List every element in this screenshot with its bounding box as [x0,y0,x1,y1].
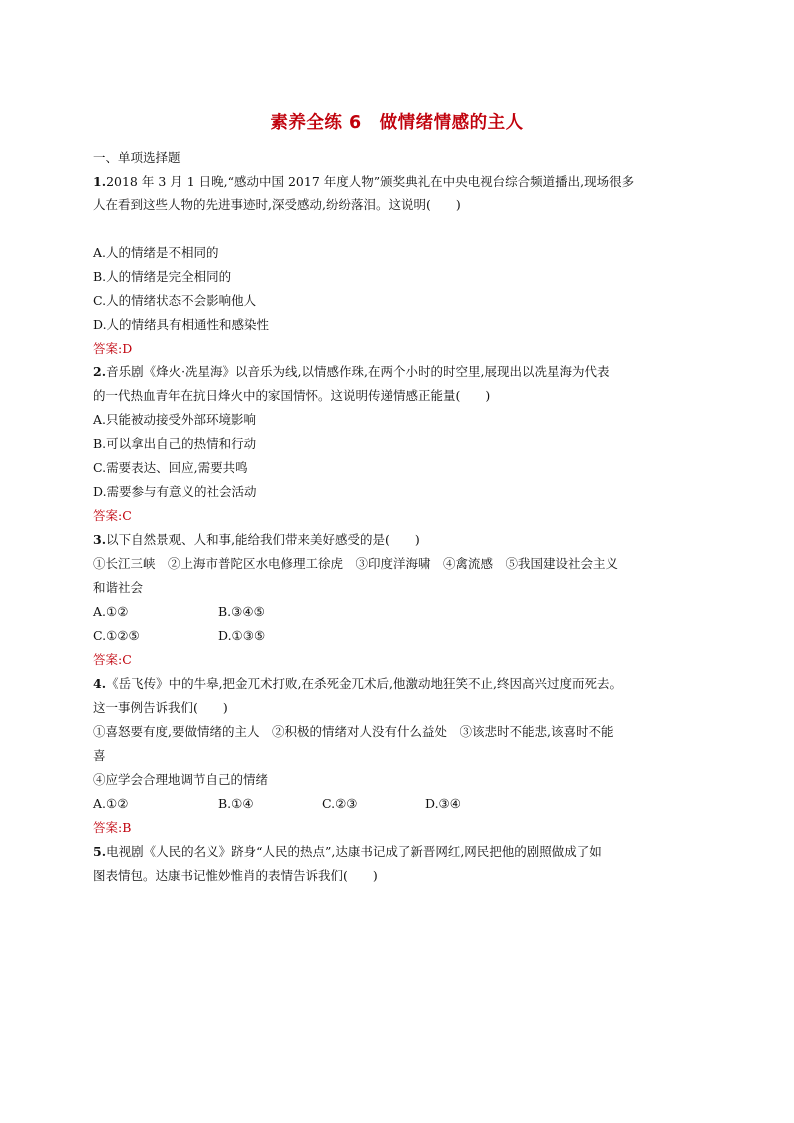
question-2-option-d: D.需要参与有意义的社会活动 [93,484,257,499]
question-4-option-d: D.③④ [425,796,461,811]
question-3-number: 3. [93,532,107,547]
question-5-text-1: 电视剧《人民的名义》跻身“人民的热点”,达康书记成了新晋网红,网民把他的剧照做成了如 [106,844,602,859]
question-3-option-b: B.③④⑤ [218,604,265,619]
question-3-option-c: C.①②⑤ [93,628,140,643]
question-2-text-1: 音乐剧《烽火·冼星海》以音乐为线,以情感作珠,在两个小时的时空里,展现出以冼星海为代表 [106,364,610,379]
question-3-line-1 [93,532,420,548]
question-3-answer: 答案:C [93,652,132,667]
question-4-option-c: C.②③ [322,796,358,811]
question-4-text-4: 喜 [93,748,106,763]
question-1-option-d: D.人的情绪具有相通性和感染性 [93,317,270,332]
question-1-answer: 答案:D [93,341,133,356]
question-3-option-d: D.①③⑤ [218,628,266,643]
question-4-option-a: A.①② [93,796,129,811]
question-4-text-5: ④应学会合理地调节自己的情绪 [93,772,269,787]
question-4-option-b: B.①④ [218,796,254,811]
question-2-option-a: A.只能被动接受外部环境影响 [93,412,257,427]
question-3-text-1: 以下自然景观、人和事,能给我们带来美好感受的是( ) [106,532,420,547]
question-2-option-b: B.可以拿出自己的热情和行动 [93,436,257,451]
section-heading: 一、单项选择题 [93,150,181,165]
question-4-answer: 答案:B [93,820,132,835]
question-2-number: 2. [93,364,107,379]
question-1-text-2: 人在看到这些人物的先进事迹时,深受感动,纷纷落泪。这说明( ) [93,197,461,212]
question-5-number: 5. [93,844,107,859]
question-3-option-a: A.①② [93,604,129,619]
question-1-option-c: C.人的情绪状态不会影响他人 [93,293,257,308]
question-4-text-2: 这一事例告诉我们( ) [93,700,228,715]
question-3-text-3: 和谐社会 [93,580,144,595]
question-4-text-1: 《岳飞传》中的牛皋,把金兀术打败,在杀死金兀术后,他激动地狂笑不止,终因高兴过度而死去。 [106,676,622,691]
page-title: 素养全练 6 做情绪情感的主人 [270,113,524,133]
question-1-option-a: A.人的情绪是不相同的 [93,245,219,260]
question-1-text-1: 2018 年 3 月 1 日晚,“感动中国 2017 年度人物”颁奖典礼在中央电视台综合频道播出,现场很多 [106,174,635,189]
question-1-number: 1. [93,174,107,189]
question-1-line-1 [93,174,634,190]
question-2-text-2: 的一代热血青年在抗日烽火中的家国情怀。这说明传递情感正能量( ) [93,388,491,403]
question-5-text-2: 图表情包。达康书记惟妙惟肖的表情告诉我们( ) [93,868,378,883]
question-4-line-1 [93,676,622,692]
question-4-text-3: ①喜怒要有度,要做情绪的主人 ②积极的情绪对人没有什么益处 ③该悲时不能悲,该喜时不能 [93,724,614,739]
question-2-line-1 [93,364,609,380]
question-2-option-c: C.需要表达、回应,需要共鸣 [93,460,248,475]
question-4-number: 4. [93,676,107,691]
question-1-option-b: B.人的情绪是完全相同的 [93,269,232,284]
question-5-line-1 [93,844,602,860]
question-3-text-2: ①长江三峡 ②上海市普陀区水电修理工徐虎 ③印度洋海啸 ④禽流感 ⑤我国建设社会主义 [93,556,619,571]
question-2-answer: 答案:C [93,508,132,523]
